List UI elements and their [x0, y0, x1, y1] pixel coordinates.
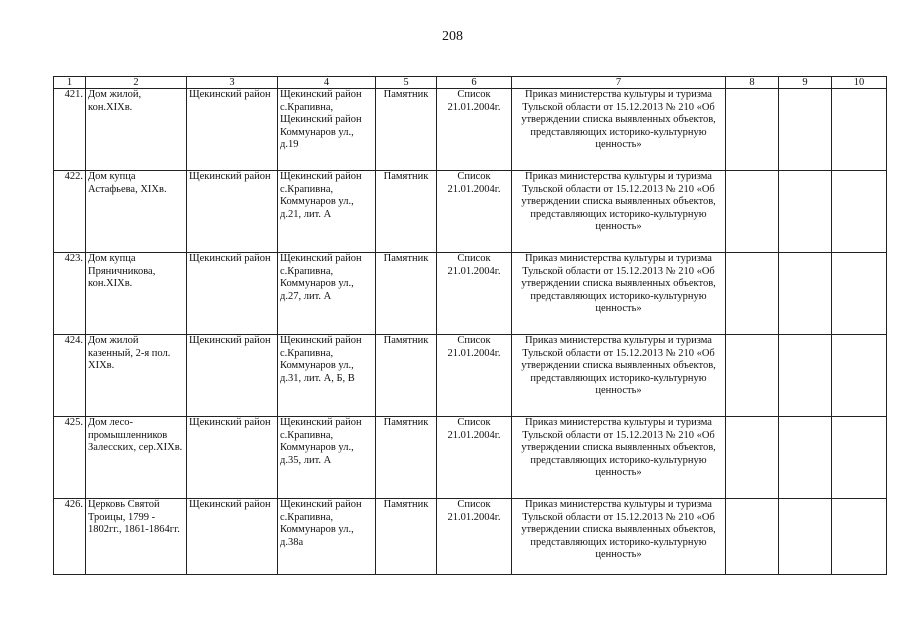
district: Щекинский район	[187, 335, 278, 417]
order-reference: Приказ министерства культуры и туризма Тульской области от 15.12.2013 № 210 «Об утверждении списка выявленных объектов, представляющих историко-культурную ценность»	[512, 253, 726, 335]
document-date: Список 21.01.2004г.	[437, 253, 512, 335]
row-number: 426.	[54, 499, 86, 575]
table-body	[54, 89, 887, 575]
col-9-cell	[779, 417, 832, 499]
order-reference: Приказ министерства культуры и туризма Тульской области от 15.12.2013 № 210 «Об утверждении списка выявленных объектов, представляющих историко-культурную ценность»	[512, 417, 726, 499]
row-number: 425.	[54, 417, 86, 499]
header-col-8: 8	[726, 77, 779, 89]
district: Щекинский район	[187, 499, 278, 575]
object-type: Памятник	[376, 499, 437, 575]
table-header	[54, 77, 887, 89]
object-name: Дом жилой, кон.XIXв.	[86, 89, 187, 171]
row-number: 422.	[54, 171, 86, 253]
order-reference: Приказ министерства культуры и туризма Тульской области от 15.12.2013 № 210 «Об утверждении списка выявленных объектов, представляющих историко-культурную ценность»	[512, 171, 726, 253]
col-8-cell	[726, 499, 779, 575]
object-name: Дом купца Пряничникова, кон.XIXв.	[86, 253, 187, 335]
header-col-5: 5	[376, 77, 437, 89]
table-row	[54, 499, 887, 575]
header-col-3: 3	[187, 77, 278, 89]
col-10-cell	[832, 89, 887, 171]
object-name: Дом купца Астафьева, XIXв.	[86, 171, 187, 253]
row-number: 424.	[54, 335, 86, 417]
page-number: 208	[442, 29, 463, 44]
header-col-10: 10	[832, 77, 887, 89]
document-date: Список 21.01.2004г.	[437, 335, 512, 417]
header-row	[54, 77, 887, 89]
header-col-1: 1	[54, 77, 86, 89]
table-row	[54, 171, 887, 253]
address: Щекинский район с.Крапивна, Щекинский район Коммунаров ул., д.19	[278, 89, 376, 171]
header-col-2: 2	[86, 77, 187, 89]
district: Щекинский район	[187, 89, 278, 171]
address: Щекинский район с.Крапивна, Коммунаров ул., д.38а	[278, 499, 376, 575]
col-9-cell	[779, 89, 832, 171]
col-8-cell	[726, 89, 779, 171]
object-type: Памятник	[376, 171, 437, 253]
object-type: Памятник	[376, 417, 437, 499]
row-number: 423.	[54, 253, 86, 335]
col-8-cell	[726, 335, 779, 417]
document-date: Список 21.01.2004г.	[437, 89, 512, 171]
col-10-cell	[832, 335, 887, 417]
table-row	[54, 253, 887, 335]
address: Щекинский район с.Крапивна, Коммунаров ул., д.27, лит. А	[278, 253, 376, 335]
document-date: Список 21.01.2004г.	[437, 417, 512, 499]
order-reference: Приказ министерства культуры и туризма Тульской области от 15.12.2013 № 210 «Об утверждении списка выявленных объектов, представляющих историко-культурную ценность»	[512, 499, 726, 575]
heritage-registry-table	[53, 76, 887, 575]
header-col-4: 4	[278, 77, 376, 89]
object-type: Памятник	[376, 89, 437, 171]
table-row	[54, 89, 887, 171]
header-col-7: 7	[512, 77, 726, 89]
address: Щекинский район с.Крапивна, Коммунаров ул., д.21, лит. А	[278, 171, 376, 253]
col-10-cell	[832, 499, 887, 575]
district: Щекинский район	[187, 171, 278, 253]
col-9-cell	[779, 171, 832, 253]
address: Щекинский район с.Крапивна, Коммунаров ул., д.31, лит. А, Б, В	[278, 335, 376, 417]
col-10-cell	[832, 171, 887, 253]
object-type: Памятник	[376, 335, 437, 417]
col-9-cell	[779, 335, 832, 417]
row-number: 421.	[54, 89, 86, 171]
document-date: Список 21.01.2004г.	[437, 499, 512, 575]
table-row	[54, 335, 887, 417]
header-col-6: 6	[437, 77, 512, 89]
col-9-cell	[779, 499, 832, 575]
order-reference: Приказ министерства культуры и туризма Тульской области от 15.12.2013 № 210 «Об утверждении списка выявленных объектов, представляющих историко-культурную ценность»	[512, 335, 726, 417]
col-8-cell	[726, 171, 779, 253]
object-type: Памятник	[376, 253, 437, 335]
col-8-cell	[726, 417, 779, 499]
object-name: Дом жилой казенный, 2-я пол. XIXв.	[86, 335, 187, 417]
table-row	[54, 417, 887, 499]
address: Щекинский район с.Крапивна, Коммунаров ул., д.35, лит. А	[278, 417, 376, 499]
col-10-cell	[832, 253, 887, 335]
col-9-cell	[779, 253, 832, 335]
district: Щекинский район	[187, 417, 278, 499]
object-name: Дом лесо-промышленников Залесских, сер.XIXв.	[86, 417, 187, 499]
col-10-cell	[832, 417, 887, 499]
order-reference: Приказ министерства культуры и туризма Тульской области от 15.12.2013 № 210 «Об утверждении списка выявленных объектов, представляющих историко-культурную ценность»	[512, 89, 726, 171]
col-8-cell	[726, 253, 779, 335]
district: Щекинский район	[187, 253, 278, 335]
object-name: Церковь Святой Троицы, 1799 - 1802гг., 1861-1864гг.	[86, 499, 187, 575]
document-date: Список 21.01.2004г.	[437, 171, 512, 253]
header-col-9: 9	[779, 77, 832, 89]
